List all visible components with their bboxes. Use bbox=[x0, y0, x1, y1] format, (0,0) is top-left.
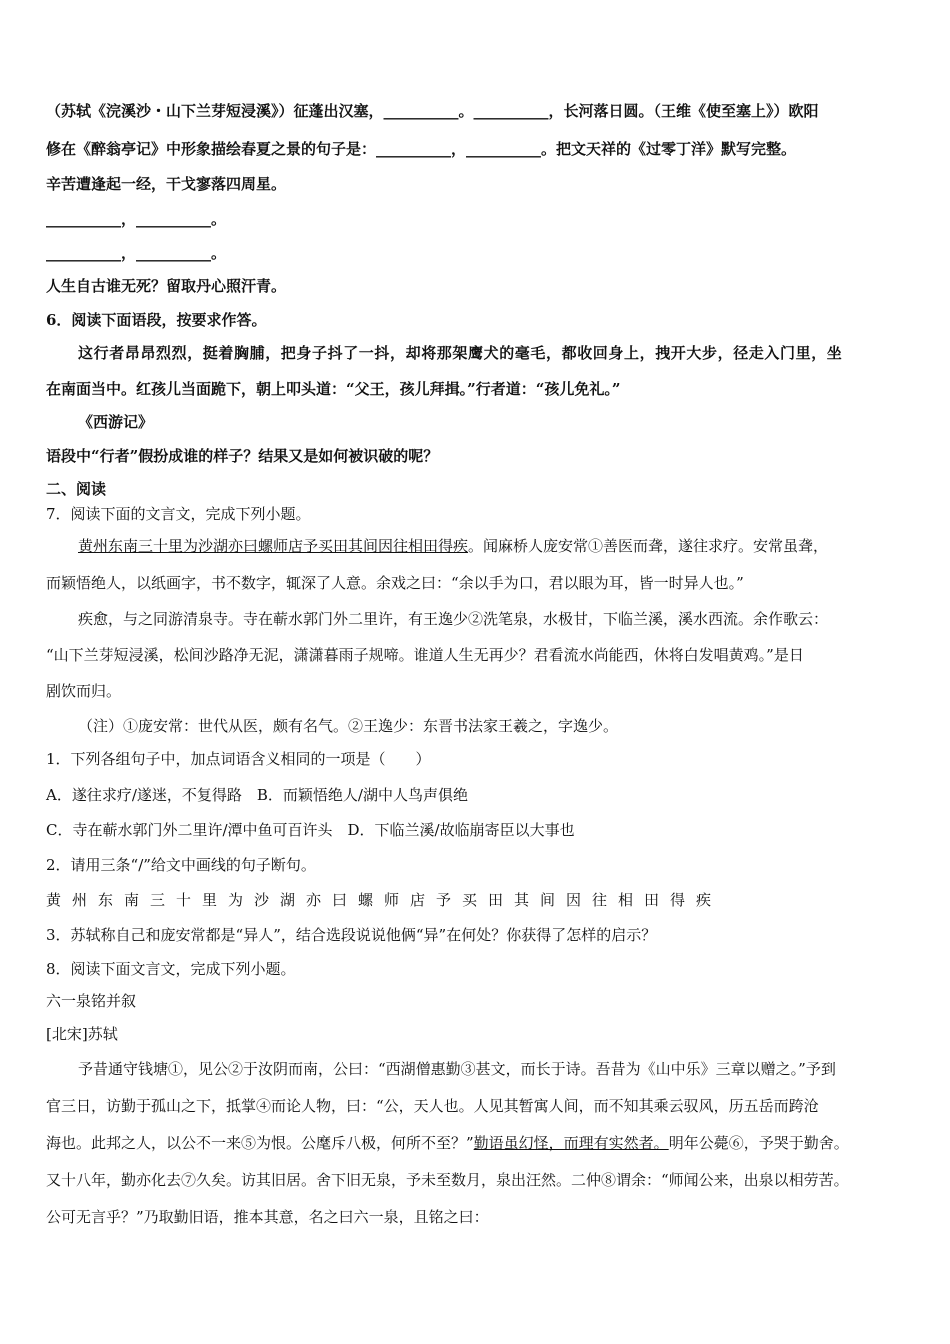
fill-blank-line-1: （苏轼《浣溪沙・山下兰芽短浸溪》）征蓬出汉塞，__________。__________，长河落日圆。（王维《使至塞上》）欧阳 bbox=[46, 102, 819, 120]
subquestion-3: 3．苏轼称自己和庞安常都是“异人”，结合选段说说他俩“异”在何处？你获得了怎样的启示？ bbox=[46, 926, 657, 944]
subquestion-1: 1．下列各组句子中，加点词语含义相同的一项是（ ） bbox=[46, 750, 431, 768]
q8-author: [北宋]苏轼 bbox=[46, 1025, 118, 1043]
q8-passage-line-1: 予昔通守钱塘①，见公②于汝阴而南，公曰：“西湖僧惠勤③甚文，而长于诗。吾昔为《山中乐》三章以赠之。”予到 bbox=[78, 1060, 836, 1078]
subquestion-2: 2．请用三条“/”给文中画线的句子断句。 bbox=[46, 856, 316, 874]
question-8-heading: 8．阅读下面文言文，完成下列小题。 bbox=[46, 960, 296, 978]
q6-source: 《西游记》 bbox=[78, 413, 154, 431]
q8-passage-line-4: 又十八年，勤亦化去⑦久矣。访其旧居。舍下旧无泉，予未至数月，泉出汪然。二仲⑧谓余：“师闻公来，出泉以相劳苦。 bbox=[46, 1171, 849, 1189]
q8-passage-line-2: 官三日，访勤于孤山之下，抵掌④而论人物，曰：“公，天人也。人见其暂寓人间，而不知其乘云驭风，历五岳而跨沧 bbox=[46, 1097, 819, 1115]
q7-passage-line-2: 而颖悟绝人，以纸画字，书不数字，辄深了人意。余戏之曰：“余以手为口，君以眼为耳，皆一时异人也。” bbox=[46, 574, 744, 592]
q7-note: （注）①庞安常：世代从医，颇有名气。②王逸少：东晋书法家王羲之，字逸少。 bbox=[78, 717, 619, 735]
q6-passage-line-1: 这行者昂昂烈烈，挺着胸脯，把身子抖了一抖，却将那架鹰犬的毫毛，都收回身上，拽开大步，径走入门里，坐 bbox=[78, 344, 843, 362]
q7-passage-line-4: “山下兰芽短浸溪，松间沙路净无泥，潇潇暮雨子规啼。谁道人生无再少？君看流水尚能西，休将白发唱黄鸡。”是日 bbox=[46, 646, 804, 664]
q7-underlined-sentence: 黄州东南三十里为沙湖亦曰螺师店予买田其间因往相田得疾 bbox=[78, 537, 469, 555]
subquestion-1-options-ab: A．遂往求疗/遂迷，不复得路 B．而颖悟绝人/湖中人鸟声俱绝 bbox=[46, 786, 468, 804]
fill-blank-line-2: 修在《醉翁亭记》中形象描绘春夏之景的句子是：__________，__________。把文天祥的《过零丁洋》默写完整。 bbox=[46, 140, 797, 158]
q7-passage-line-3: 疾愈，与之同游清泉寺。寺在蕲水郭门外二里许，有王逸少②洗笔泉，水极甘，下临兰溪，溪水西流。余作歌云： bbox=[78, 610, 829, 628]
q8-passage-line-3-pre: 海也。此邦之人，以公不一来⑤为恨。公麾斥八极，何所不至？” bbox=[46, 1134, 474, 1152]
poem-line-1: 辛苦遭逢起一经，干戈寥落四周星。 bbox=[46, 175, 287, 193]
q8-passage-line-3-post: 明年公薨⑥，予哭于勤舍。 bbox=[668, 1134, 849, 1152]
q6-question: 语段中“行者”假扮成谁的样子？结果又是如何被识破的呢？ bbox=[46, 447, 439, 465]
q8-underlined-sentence: 勤语虽幻怪，而理有实然者。 bbox=[473, 1134, 669, 1152]
q7-passage-line-5: 剧饮而归。 bbox=[46, 682, 122, 700]
q8-passage-line-3 bbox=[46, 1133, 914, 1153]
q8-title: 六一泉铭并叙 bbox=[46, 992, 137, 1010]
q7-passage-line-1-rest: 。闻麻桥人庞安常①善医而聋，遂往求疗。安常虽聋， bbox=[468, 537, 829, 555]
question-6-heading: 6．阅读下面语段，按要求作答。 bbox=[46, 311, 267, 329]
poem-blank-line-1: __________，__________。 bbox=[46, 210, 227, 228]
subquestion-1-options-cd: C．寺在蕲水郭门外二里许/潭中鱼可百许头 D．下临兰溪/故临崩寄臣以大事也 bbox=[46, 821, 575, 839]
q8-passage-line-5: 公可无言乎？”乃取勤旧语，推本其意，名之曰六一泉，且铭之曰： bbox=[46, 1208, 489, 1226]
question-7-heading: 7．阅读下面的文言文，完成下列小题。 bbox=[46, 505, 311, 523]
poem-line-last: 人生自古谁无死？留取丹心照汗青。 bbox=[46, 277, 287, 295]
subquestion-2-text: 黄州东南三十里为沙湖亦曰螺师店予买田其间因往相田得疾 bbox=[46, 891, 723, 909]
section-2-heading: 二、阅读 bbox=[46, 480, 107, 498]
q7-passage-line-1 bbox=[78, 536, 914, 556]
poem-blank-line-2: __________，__________。 bbox=[46, 244, 227, 262]
q6-passage-line-2: 在南面当中。红孩儿当面跪下，朝上叩头道：“父王，孩儿拜揖。”行者道：“孩儿免礼。” bbox=[46, 380, 621, 398]
